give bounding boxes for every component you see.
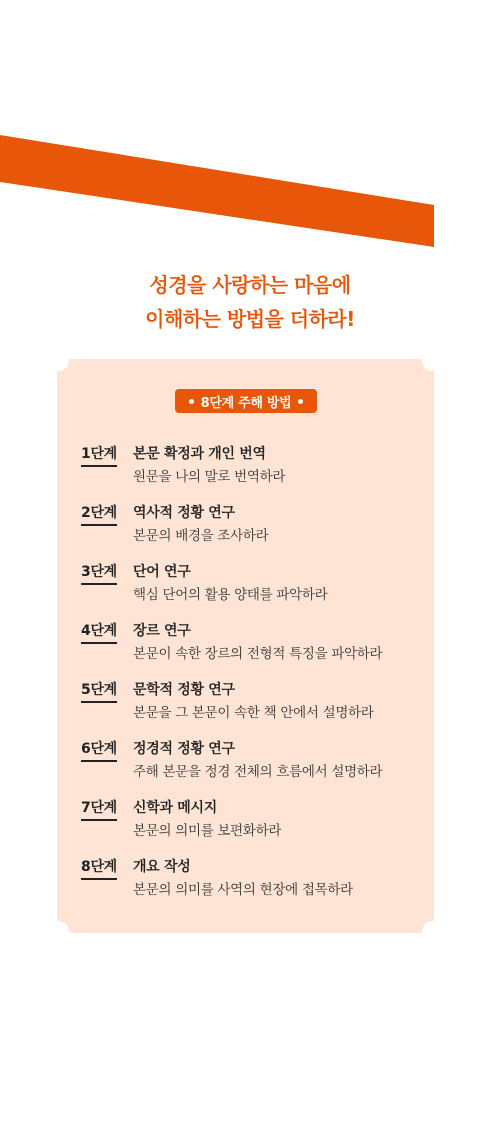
step-number: 2단계 (81, 504, 117, 526)
step-item (81, 740, 421, 799)
step-number: 3단계 (81, 563, 117, 585)
step-item (81, 799, 421, 858)
step-description: 주해 본문을 정경 전체의 흐름에서 설명하라 (133, 764, 383, 780)
method-badge (175, 389, 317, 413)
step-item (81, 563, 421, 622)
step-number: 5단계 (81, 681, 117, 703)
step-description: 핵심 단어의 활용 양태를 파악하라 (133, 587, 328, 603)
step-description: 본문이 속한 장르의 전형적 특징을 파악하라 (133, 646, 383, 662)
badge-label: 8단계 주해 방법 (200, 395, 292, 411)
step-number: 7단계 (81, 799, 117, 821)
headline-line-1: 성경을 사랑하는 마음에 (149, 273, 351, 297)
bullet-dot-icon (189, 399, 194, 404)
step-item (81, 858, 421, 917)
step-item (81, 445, 421, 504)
step-title: 문학적 정황 연구 (133, 682, 235, 698)
step-title: 정경적 정황 연구 (133, 741, 235, 757)
step-description: 원문을 나의 말로 번역하라 (133, 469, 286, 485)
steps-card (57, 359, 434, 933)
step-title: 역사적 정황 연구 (133, 505, 235, 521)
step-number: 1단계 (81, 445, 117, 467)
decorative-orange-stripe (0, 0, 500, 260)
step-item (81, 504, 421, 563)
step-item (81, 681, 421, 740)
step-description: 본문을 그 본문이 속한 책 안에서 설명하라 (133, 705, 374, 721)
step-description: 본문의 배경을 조사하라 (133, 528, 269, 544)
step-number: 4단계 (81, 622, 117, 644)
step-item (81, 622, 421, 681)
steps-list (81, 445, 421, 917)
step-number: 6단계 (81, 740, 117, 762)
step-title: 개요 작성 (133, 859, 191, 875)
step-title: 단어 연구 (133, 564, 191, 580)
step-number: 8단계 (81, 858, 117, 880)
step-title: 신학과 메시지 (133, 800, 217, 816)
step-description: 본문의 의미를 사역의 현장에 접목하라 (133, 882, 353, 898)
step-title: 장르 연구 (133, 623, 191, 639)
bullet-dot-icon (298, 399, 303, 404)
step-description: 본문의 의미를 보편화하라 (133, 823, 282, 839)
step-title: 본문 확정과 개인 번역 (133, 446, 266, 462)
headline-line-2: 이해하는 방법을 더하라! (145, 307, 355, 331)
